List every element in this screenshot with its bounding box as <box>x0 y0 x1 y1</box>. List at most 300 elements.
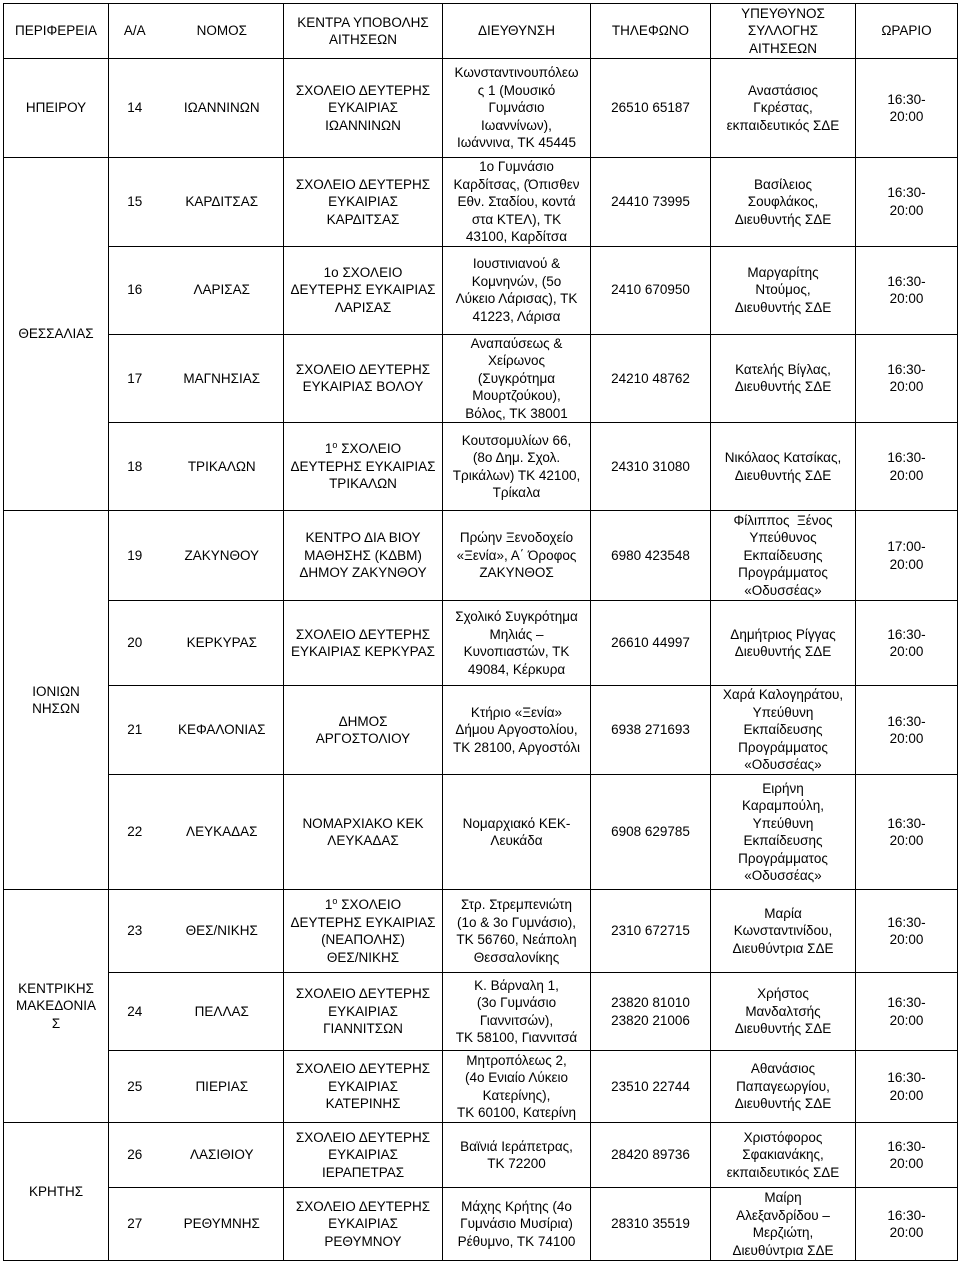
contact-person-line: Μερζιώτη, <box>752 1225 814 1240</box>
address-cell <box>443 973 591 1051</box>
submission-center-line: ΕΥΚΑΙΡΙΑΣ ΒΟΛΟΥ <box>302 379 424 395</box>
opening-hours-line: 20:00 <box>889 291 924 306</box>
submission-center-text: ΣΧΟΛΕΙΟ <box>337 441 402 457</box>
submission-center-cell <box>284 775 443 890</box>
opening-hours-line: 20:00 <box>889 109 924 124</box>
opening-hours-line: 16:30- <box>887 914 926 930</box>
header-submission-center-line: ΚΕΝΤΡΑ ΥΠΟΒΟΛΗΣ <box>297 14 429 30</box>
contact-person-line: Νικόλαος Κατσίκας, <box>724 450 842 465</box>
contact-person-line: Μαργαρίτης <box>747 264 819 280</box>
submission-center-line: ΣΧΟΛΕΙΟ ΔΕΥΤΕΡΗΣ <box>295 986 431 1002</box>
address-line: Θεσσαλονίκης <box>473 949 560 965</box>
row-number-line: 20 <box>127 635 143 651</box>
opening-hours-cell <box>856 1051 958 1123</box>
prefecture-line: ΛΕΥΚΑΔΑΣ <box>186 824 258 840</box>
phone-number-line: 28310 35519 <box>611 1216 690 1232</box>
submission-center-cell <box>284 1188 443 1261</box>
table-row <box>4 1188 958 1261</box>
address-cell <box>443 59 591 158</box>
address-line: (8ο Δημ. Σχολ. <box>472 450 561 465</box>
submission-center-line: (ΝΕΑΠΟΛΗΣ) <box>321 932 405 947</box>
contact-person-line: Διευθύντρια ΣΔΕ <box>732 940 834 956</box>
row-number-cell <box>109 973 161 1051</box>
prefecture-cell <box>161 158 284 247</box>
contact-person-line: Αλεξανδρίδου – <box>736 1207 830 1223</box>
contact-person-line: Μαρία <box>764 905 802 921</box>
contact-person-line: Κωνσταντινίδου, <box>733 923 833 939</box>
submission-center-line: ΕΥΚΑΙΡΙΑΣ <box>328 100 398 116</box>
header-phone-number-line: ΤΗΛΕΦΩΝΟ <box>611 23 690 39</box>
row-number-line: 26 <box>127 1147 143 1163</box>
prefecture-cell <box>161 1188 284 1261</box>
opening-hours-line: 16:30- <box>887 713 926 729</box>
opening-hours-cell <box>856 1188 958 1261</box>
opening-hours-line: 20:00 <box>889 1087 924 1103</box>
contact-person-line: Καραμπούλη, <box>742 798 824 813</box>
opening-hours-line: 16:30- <box>887 626 926 642</box>
contact-person-line: Διευθυντής ΣΔΕ <box>734 299 832 315</box>
submission-center-line: ΤΡΙΚΑΛΩΝ <box>329 476 397 492</box>
prefecture-line: ΚΑΡΔΙΤΣΑΣ <box>185 194 259 209</box>
address-line: Μουρτζούκου), <box>472 388 561 403</box>
prefecture-cell <box>161 423 284 511</box>
address-line: (1ο & 3ο Γυμνάσιο), <box>456 914 577 930</box>
address-cell <box>443 423 591 511</box>
opening-hours-line: 20:00 <box>889 556 924 572</box>
table-row <box>4 1051 958 1123</box>
prefecture-cell <box>161 334 284 423</box>
contact-person-cell <box>711 1123 856 1188</box>
address-line: Ιωαννίνων), <box>481 117 552 133</box>
address-line: ΖΑΚΥΝΘΟΣ <box>479 565 554 581</box>
row-number-cell <box>109 890 161 973</box>
contact-person-line: Διευθύντρια ΣΔΕ <box>732 1242 834 1258</box>
region-cell <box>4 890 109 1123</box>
submission-center-line: ΕΥΚΑΙΡΙΑΣ <box>328 194 398 209</box>
address-line: Πρώην Ξενοδοχείο <box>459 530 574 546</box>
submission-center-line: ΡΕΘΥΜΝΟΥ <box>324 1233 402 1249</box>
phone-number-cell <box>591 1123 711 1188</box>
prefecture-cell <box>161 973 284 1051</box>
submission-center-line: 1ο ΣΧΟΛΕΙΟ <box>323 264 403 280</box>
submission-center-text: 1 <box>324 441 333 457</box>
address-line: Χείρωνος <box>487 353 545 368</box>
prefecture-cell <box>161 246 284 334</box>
opening-hours-line: 16:30- <box>887 361 926 377</box>
header-submission-center-cell <box>284 4 443 59</box>
contact-person-cell <box>711 1188 856 1261</box>
submission-center-line: ΛΕΥΚΑΔΑΣ <box>327 833 399 848</box>
submission-center-line: ΕΥΚΑΙΡΙΑΣ <box>328 1003 398 1019</box>
opening-hours-line: 20:00 <box>889 644 924 659</box>
prefecture-line: ΘΕΣ/ΝΙΚΗΣ <box>185 923 258 939</box>
address-line: Γυμνάσιο <box>488 100 545 116</box>
phone-number-cell <box>591 334 711 423</box>
header-prefecture-cell <box>161 4 284 59</box>
address-line: Μάχης Κρήτης (4ο <box>461 1198 572 1214</box>
address-line: Καρδίτσας, (Όπισθεν <box>453 176 580 192</box>
address-cell <box>443 1188 591 1261</box>
phone-number-line: 2410 670950 <box>611 282 690 298</box>
address-cell <box>443 686 591 775</box>
address-line: Εθν. Σταδίου, κοντά <box>457 194 576 209</box>
phone-number-cell <box>591 890 711 973</box>
submission-center-line: ΣΧΟΛΕΙΟ ΔΕΥΤΕΡΗΣ <box>295 1061 431 1077</box>
address-cell <box>443 890 591 973</box>
submission-center-cell <box>284 1051 443 1123</box>
prefecture-line: ΡΕΘΥΜΝΗΣ <box>183 1216 260 1232</box>
header-row <box>4 4 958 59</box>
phone-number-line: 28420 89736 <box>611 1147 690 1163</box>
table-row <box>4 334 958 423</box>
submission-center-line <box>287 440 439 458</box>
address-line: Στρ. Στρεμπενιώτη <box>461 897 572 912</box>
header-opening-hours-line: ΩΡΑΡΙΟ <box>881 23 932 39</box>
submission-center-line: ΣΧΟΛΕΙΟ ΔΕΥΤΕΡΗΣ <box>295 1198 431 1214</box>
address-line: στα ΚΤΕΛ), ΤΚ <box>471 211 562 227</box>
opening-hours-line: 16:30- <box>887 185 926 201</box>
submission-center-line: ΕΥΚΑΙΡΙΑΣ <box>328 1216 398 1232</box>
opening-hours-line: 20:00 <box>889 833 924 848</box>
row-number-line: 25 <box>127 1078 143 1094</box>
address-cell <box>443 775 591 890</box>
opening-hours-line: 20:00 <box>889 932 924 947</box>
row-number-line: 24 <box>127 1003 143 1019</box>
submission-center-cell <box>284 890 443 973</box>
contact-person-line: Δημήτριος Ρίγγας <box>730 626 836 642</box>
contact-person-line: Υπεύθυνος <box>749 530 817 546</box>
row-number-cell <box>109 775 161 890</box>
submission-center-line: ΕΥΚΑΙΡΙΑΣ <box>328 1147 398 1163</box>
region-line: ΜΑΚΕΔΟΝΙΑ <box>16 998 96 1014</box>
address-line: Σχολικό Συγκρότημα <box>455 609 578 624</box>
address-line: 49084, Κέρκυρα <box>467 661 566 677</box>
opening-hours-line: 17:00- <box>887 539 926 554</box>
submission-center-line: ΕΥΚΑΙΡΙΑΣ ΚΕΡΚΥΡΑΣ <box>291 644 435 659</box>
opening-hours-cell <box>856 890 958 973</box>
contact-person-line: Διευθυντής ΣΔΕ <box>734 644 832 659</box>
table-row <box>4 601 958 686</box>
phone-number-cell <box>591 246 711 334</box>
opening-hours-line: 16:30- <box>887 815 926 831</box>
contact-person-line: Διευθυντής ΣΔΕ <box>734 379 832 395</box>
submission-center-line: ΣΧΟΛΕΙΟ ΔΕΥΤΕΡΗΣ <box>295 626 431 642</box>
submission-center-line: ΔΗΜΟΣ <box>338 713 388 729</box>
row-number-line: 17 <box>127 370 143 386</box>
contact-person-cell <box>711 775 856 890</box>
header-opening-hours-cell <box>856 4 958 59</box>
prefecture-line: ΠΙΕΡΙΑΣ <box>195 1078 249 1094</box>
row-number-cell <box>109 511 161 601</box>
submission-center-line: ΔΗΜΟΥ ΖΑΚΥΝΘΟΥ <box>299 565 427 581</box>
contact-person-line: Αναστάσιος <box>748 82 818 98</box>
opening-hours-line: 20:00 <box>889 202 924 218</box>
submission-centers-table <box>3 3 958 1261</box>
contact-person-line: Διευθυντής ΣΔΕ <box>734 211 832 227</box>
phone-number-line: 6980 423548 <box>611 547 690 563</box>
submission-center-cell <box>284 158 443 247</box>
contact-person-cell <box>711 601 856 686</box>
address-cell <box>443 1123 591 1188</box>
opening-hours-line: 16:30- <box>887 273 926 289</box>
contact-person-cell <box>711 973 856 1051</box>
header-phone-number-cell <box>591 4 711 59</box>
address-line: ΤΚ 58100, Γιαννιτσά <box>455 1030 578 1045</box>
contact-person-line: Διευθυντής ΣΔΕ <box>734 1021 832 1037</box>
submission-center-text: 1 <box>324 897 333 912</box>
prefecture-cell <box>161 1051 284 1123</box>
contact-person-cell <box>711 511 856 601</box>
prefecture-line: ΖΑΚΥΝΘΟΥ <box>184 547 260 563</box>
header-submission-center-line: ΑΙΤΗΣΕΩΝ <box>329 32 397 47</box>
row-number-cell <box>109 601 161 686</box>
phone-number-cell <box>591 1051 711 1123</box>
ordinal-suffix: ο <box>332 440 338 451</box>
contact-person-line: Χαρά Καλογηράτου, <box>722 687 844 703</box>
address-line: Κατερίνης), <box>482 1087 551 1103</box>
prefecture-line: ΚΕΦΑΛΟΝΙΑΣ <box>178 722 266 738</box>
row-number-line: 15 <box>127 194 143 209</box>
opening-hours-cell <box>856 1123 958 1188</box>
address-cell <box>443 246 591 334</box>
submission-center-line: ΔΕΥΤΕΡΗΣ ΕΥΚΑΙΡΙΑΣ <box>290 282 436 298</box>
header-prefecture-line: ΝΟΜΟΣ <box>196 23 247 39</box>
opening-hours-line: 20:00 <box>889 1225 924 1240</box>
address-line: Λευκάδα <box>490 833 543 848</box>
contact-person-line: Γκρέστας, <box>753 100 813 116</box>
table-row <box>4 1123 958 1188</box>
address-line: ΤΚ 56760, Νεάπολη <box>456 932 577 947</box>
submission-center-cell <box>284 334 443 423</box>
phone-number-cell <box>591 973 711 1051</box>
row-number-line: 19 <box>127 547 143 563</box>
row-number-cell <box>109 1051 161 1123</box>
contact-person-line: Κατελής Βίγλας, <box>735 361 831 377</box>
submission-center-cell <box>284 511 443 601</box>
table-row <box>4 511 958 601</box>
phone-number-cell <box>591 59 711 158</box>
prefecture-line: ΤΡΙΚΑΛΩΝ <box>187 458 256 474</box>
prefecture-cell <box>161 1123 284 1188</box>
contact-person-line: Μανδαλτσής <box>745 1003 821 1019</box>
row-number-line: 27 <box>127 1216 143 1232</box>
opening-hours-cell <box>856 973 958 1051</box>
contact-person-line: Χριστόφορος <box>743 1129 823 1145</box>
address-line: Κωνσταντινουπόλεω <box>454 65 579 81</box>
opening-hours-line: 20:00 <box>889 1012 924 1028</box>
phone-number-line: 6908 629785 <box>611 824 690 840</box>
row-number-line: 18 <box>127 458 143 474</box>
opening-hours-cell <box>856 601 958 686</box>
address-cell <box>443 601 591 686</box>
header-region-line: ΠΕΡΙΦΕΡΕΙΑ <box>14 23 98 39</box>
address-line: 43100, Καρδίτσα <box>465 229 568 244</box>
contact-person-cell <box>711 158 856 247</box>
region-line: ΗΠΕΙΡΟΥ <box>25 100 87 116</box>
submission-center-cell <box>284 59 443 158</box>
address-line: Μητροπόλεως 2, <box>466 1052 567 1068</box>
address-line: Λύκειο Λάρισας), ΤΚ <box>455 291 578 306</box>
contact-person-cell <box>711 334 856 423</box>
submission-center-cell <box>284 973 443 1051</box>
prefecture-line: ΜΑΓΝΗΣΙΑΣ <box>183 370 261 386</box>
row-number-cell <box>109 1123 161 1188</box>
phone-number-line: 24410 73995 <box>611 194 690 209</box>
phone-number-line: 23820 21006 <box>611 1012 690 1028</box>
table-row <box>4 973 958 1051</box>
address-cell <box>443 1051 591 1123</box>
contact-person-line: Εκπαίδευσης <box>743 722 823 738</box>
contact-person-cell <box>711 890 856 973</box>
contact-person-cell <box>711 423 856 511</box>
contact-person-line: Παπαγεωργίου, <box>736 1078 830 1094</box>
region-line: ΘΕΣΣΑΛΙΑΣ <box>18 326 94 342</box>
table-row <box>4 775 958 890</box>
contact-person-line: Μαίρη <box>764 1190 802 1205</box>
submission-center-line: ΜΑΘΗΣΗΣ (ΚΔΒΜ) <box>304 547 422 563</box>
contact-person-line: Διευθυντής ΣΔΕ <box>734 1096 832 1112</box>
header-row-number-cell <box>109 4 161 59</box>
opening-hours-cell <box>856 686 958 775</box>
address-line: Κομνηνών, (5ο <box>471 273 562 289</box>
submission-center-line: ΣΧΟΛΕΙΟ ΔΕΥΤΕΡΗΣ <box>295 1129 431 1145</box>
address-line: Ιωάννινα, ΤΚ 45445 <box>457 135 576 151</box>
phone-number-cell <box>591 158 711 247</box>
phone-number-line: 23510 22744 <box>611 1078 690 1094</box>
table-row <box>4 246 958 334</box>
contact-person-line: «Οδυσσέας» <box>744 757 822 773</box>
submission-center-text: ΣΧΟΛΕΙΟ <box>337 897 402 912</box>
submission-center-cell <box>284 246 443 334</box>
phone-number-cell <box>591 511 711 601</box>
address-line: ς 1 (Μουσικό <box>477 82 556 98</box>
submission-center-line: ΛΑΡΙΣΑΣ <box>334 299 392 315</box>
prefecture-cell <box>161 890 284 973</box>
address-line: (4ο Ενιαίο Λύκειο <box>464 1070 568 1085</box>
submission-center-cell <box>284 686 443 775</box>
region-line: ΙΟΝΙΩΝ <box>32 683 80 699</box>
contact-person-line: Σφακιανάκης, <box>742 1147 824 1163</box>
phone-number-cell <box>591 775 711 890</box>
submission-center-line: ΚΑΡΔΙΤΣΑΣ <box>326 211 400 227</box>
submission-center-line: ΙΩΑΝΝΙΝΩΝ <box>325 117 401 133</box>
address-line: Βαϊνιά Ιεράπετρας, <box>460 1138 573 1154</box>
contact-person-line: εκπαιδευτικός ΣΔΕ <box>726 117 840 133</box>
phone-number-line: 26510 65187 <box>611 100 690 116</box>
submission-center-line: ΘΕΣ/ΝΙΚΗΣ <box>326 949 400 965</box>
prefecture-line: ΙΩΑΝΝΙΝΩΝ <box>183 100 260 116</box>
contact-person-line: Προγράμματος <box>738 850 828 866</box>
contact-person-line: Προγράμματος <box>738 565 828 581</box>
address-line: Κυνοπιαστών, ΤΚ <box>463 644 570 659</box>
address-cell <box>443 511 591 601</box>
ordinal-suffix: ο <box>332 896 338 906</box>
region-cell <box>4 158 109 511</box>
contact-person-line: «Οδυσσέας» <box>744 582 822 598</box>
opening-hours-line: 16:30- <box>887 450 926 465</box>
address-line: 41223, Λάρισα <box>472 308 561 324</box>
opening-hours-cell <box>856 59 958 158</box>
opening-hours-cell <box>856 334 958 423</box>
contact-person-line: Προγράμματος <box>738 739 828 755</box>
contact-person-line: Διευθυντής ΣΔΕ <box>734 467 832 483</box>
address-line: Τρίκαλα <box>492 485 541 500</box>
region-line: Σ <box>51 1015 61 1031</box>
address-line: Αναπαύσεως & <box>470 335 563 351</box>
opening-hours-cell <box>856 775 958 890</box>
prefecture-cell <box>161 511 284 601</box>
address-line: Νομαρχιακό ΚΕΚ- <box>462 815 571 831</box>
prefecture-line: ΠΕΛΛΑΣ <box>194 1003 249 1019</box>
prefecture-line: ΛΑΣΙΘΙΟΥ <box>190 1147 254 1163</box>
row-number-line: 23 <box>127 923 143 939</box>
region-line: ΚΡΗΤΗΣ <box>28 1183 84 1199</box>
phone-number-cell <box>591 1188 711 1261</box>
row-number-line: 22 <box>127 824 143 840</box>
address-line: Κτήριο «Ξενία» <box>470 704 563 720</box>
submission-center-cell <box>284 1123 443 1188</box>
prefecture-line: ΛΑΡΙΣΑΣ <box>193 282 250 298</box>
phone-number-line: 24210 48762 <box>611 370 690 386</box>
address-line: «Ξενία», Α΄ Όροφος <box>456 547 577 563</box>
table-row <box>4 158 958 247</box>
submission-center-cell <box>284 423 443 511</box>
address-line: (Συγκρότημα <box>477 370 556 386</box>
opening-hours-cell <box>856 423 958 511</box>
header-row-number-line: Α/Α <box>123 23 146 39</box>
address-line: Ιουστινιανού & <box>472 256 561 271</box>
opening-hours-line: 20:00 <box>889 1156 924 1171</box>
region-cell <box>4 59 109 158</box>
prefecture-cell <box>161 59 284 158</box>
opening-hours-line: 20:00 <box>889 467 924 483</box>
header-region-cell <box>4 4 109 59</box>
address-line: ΤΚ 28100, Αργοστόλι <box>453 739 580 755</box>
row-number-cell <box>109 246 161 334</box>
opening-hours-cell <box>856 246 958 334</box>
contact-person-line: Εκπαίδευσης <box>743 833 823 848</box>
opening-hours-line: 20:00 <box>889 379 924 395</box>
contact-person-line: Σουφλάκος, <box>747 194 819 209</box>
header-contact-person-cell <box>711 4 856 59</box>
row-number-cell <box>109 686 161 775</box>
submission-center-line: ΑΡΓΟΣΤΟΛΙΟΥ <box>315 731 411 746</box>
contact-person-line: Υπεύθυνη <box>752 815 814 831</box>
phone-number-line: 23820 81010 <box>611 995 690 1010</box>
address-line: Δήμου Αργοστολίου, <box>455 722 578 738</box>
contact-person-cell <box>711 59 856 158</box>
contact-person-line: Βασίλειος <box>754 176 812 192</box>
contact-person-line: Φίλιππος Ξένος <box>733 512 833 528</box>
submission-center-line: ΕΥΚΑΙΡΙΑΣ <box>328 1078 398 1094</box>
contact-person-line: Ειρήνη <box>762 780 804 796</box>
row-number-cell <box>109 423 161 511</box>
region-line: ΚΕΝΤΡΙΚΗΣ <box>18 980 94 996</box>
row-number-cell <box>109 158 161 247</box>
submission-center-line: ΣΧΟΛΕΙΟ ΔΕΥΤΕΡΗΣ <box>295 82 431 98</box>
submission-center-line: ΓΙΑΝΝΙΤΣΩΝ <box>323 1021 403 1037</box>
contact-person-line: Χρήστος <box>757 986 809 1002</box>
address-cell <box>443 334 591 423</box>
phone-number-line: 6938 271693 <box>611 722 690 738</box>
address-line: ΤΚ 72200 <box>487 1156 546 1171</box>
contact-person-cell <box>711 246 856 334</box>
submission-center-line: ΣΧΟΛΕΙΟ ΔΕΥΤΕΡΗΣ <box>295 176 431 192</box>
row-number-line: 16 <box>127 282 143 298</box>
address-line: ΤΚ 60100, Κατερίνη <box>457 1105 576 1120</box>
table-row <box>4 59 958 158</box>
submission-center-cell <box>284 601 443 686</box>
